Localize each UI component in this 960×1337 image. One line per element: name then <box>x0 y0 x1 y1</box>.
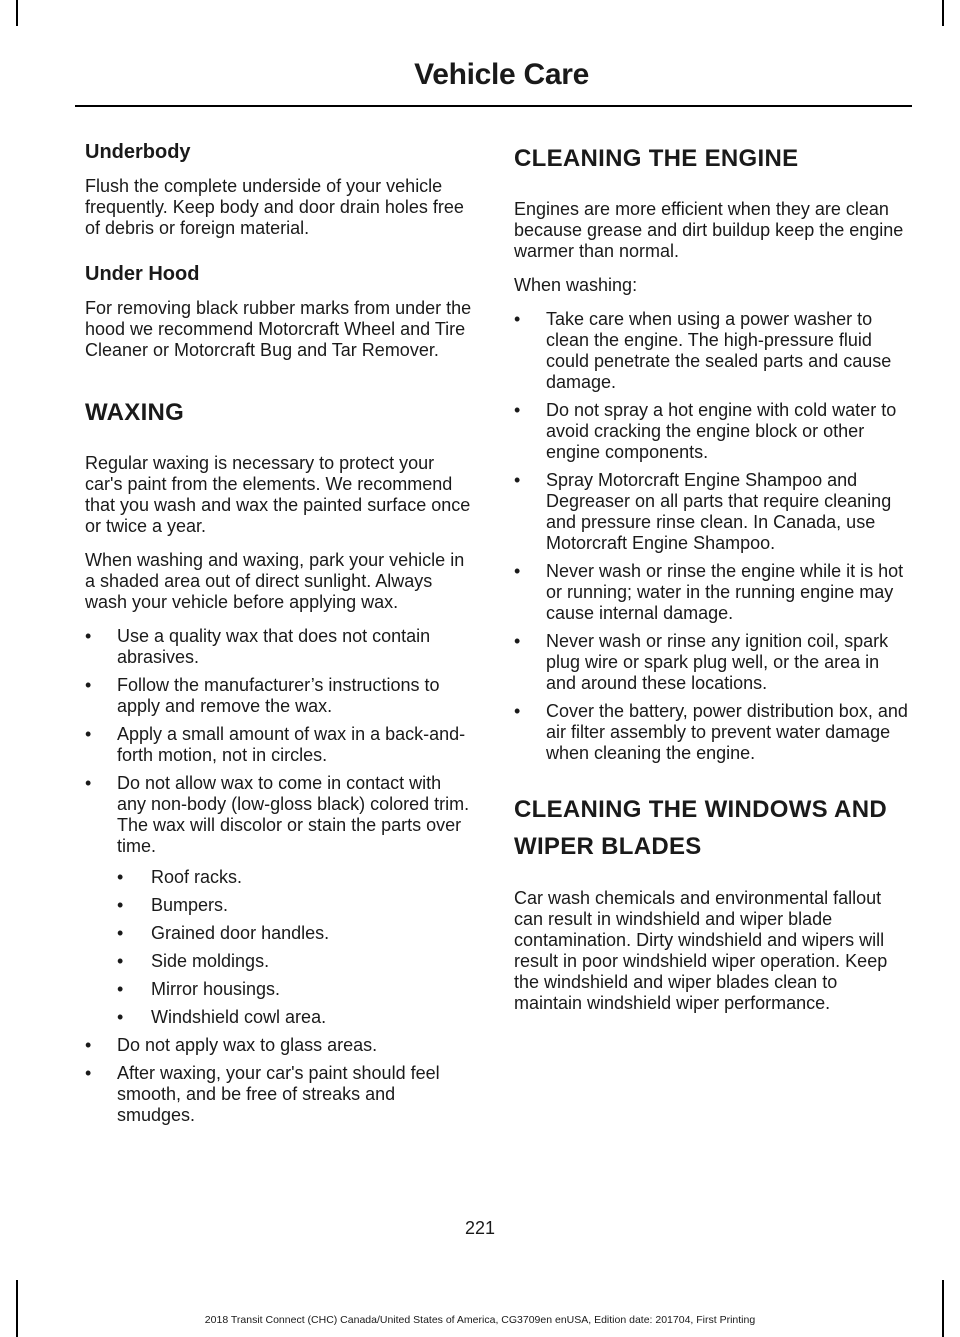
underbody-heading: Underbody <box>85 141 191 163</box>
crop-mark-top-left <box>16 0 18 26</box>
list-item <box>85 773 475 1028</box>
list-item: • Do not spray a hot engine with cold water to avoid cracking the engine block or other engine components. <box>514 400 908 463</box>
waxing-bullet-list <box>85 626 475 1126</box>
windows-text: Car wash chemicals and environmental fallout can result in windshield and wiper blade contamination. Dirty windshield and wipers will result in poor windshield wiper operation. Keep the windshield and wiper blades clean to maintain windshield wiper performance. <box>514 887 888 1013</box>
sub-list-item: • Mirror housings. <box>117 979 475 1000</box>
windows-heading-line-2: WIPER BLADES <box>514 833 702 861</box>
page-number: 221 <box>464 1218 496 1238</box>
crop-mark-bottom-right <box>942 1280 944 1337</box>
list-item: • Do not apply wax to glass areas. <box>85 1035 475 1056</box>
engine-heading: CLEANING THE ENGINE <box>514 145 799 172</box>
list-item: • Cover the battery, power distribution box, and air filter assembly to prevent water damage when cleaning the engine. <box>514 701 908 764</box>
list-item: • Use a quality wax that does not contain abrasives. <box>85 626 475 668</box>
list-item: • Take care when using a power washer to clean the engine. The high-pressure fluid could penetrate the sealed parts and cause damage. <box>514 309 908 393</box>
header-divider <box>75 105 912 107</box>
sub-list-item: • Grained door handles. <box>117 923 475 944</box>
sub-list-item: • Windshield cowl area. <box>117 1007 475 1028</box>
page-title: Vehicle Care <box>414 58 589 91</box>
trim-parts-list <box>117 867 475 1028</box>
list-item: • Never wash or rinse the engine while it is hot or running; water in the running engine may cause internal damage. <box>514 561 908 624</box>
engine-paragraph-1: Engines are more efficient when they are clean because grease and dirt buildup keep the engine warmer than normal. <box>514 199 904 262</box>
crop-mark-bottom-left <box>16 1280 18 1337</box>
list-item: • Apply a small amount of wax in a back-and-forth motion, not in circles. <box>85 724 475 766</box>
right-column <box>514 140 908 1027</box>
waxing-paragraph-2: When washing and waxing, park your vehicle in a shaded area out of direct sunlight. Always wash your vehicle before applying wax. <box>85 550 465 613</box>
list-item: • Spray Motorcraft Engine Shampoo and Degreaser on all parts that require cleaning and pressure rinse clean. In Canada, use Motorcraft Engine Shampoo. <box>514 470 908 554</box>
left-column <box>85 140 475 1133</box>
waxing-heading: WAXING <box>85 399 185 426</box>
footer-edition-info: 2018 Transit Connect (CHC) Canada/United States of America, CG3709en enUSA, Edition date: 201704, First Printing <box>204 1314 756 1326</box>
waxing-paragraph-1: Regular waxing is necessary to protect your car's paint from the elements. We recommend that you wash and wax the painted surface once or twice a year. <box>85 453 471 537</box>
list-item: • After waxing, your car's paint should feel smooth, and be free of streaks and smudges. <box>85 1063 475 1126</box>
engine-bullet-list <box>514 309 908 764</box>
underbody-text: Flush the complete underside of your vehicle frequently. Keep body and door drain holes free of debris or foreign material. <box>85 176 464 238</box>
sub-list-item: • Roof racks. <box>117 867 475 888</box>
sub-list-item: • Bumpers. <box>117 895 475 916</box>
under-hood-heading: Under Hood <box>85 263 200 285</box>
under-hood-text: For removing black rubber marks from under the hood we recommend Motorcraft Wheel and Tire Cleaner or Motorcraft Bug and Tar Remover. <box>85 298 472 360</box>
list-item: • Follow the manufacturer’s instructions to apply and remove the wax. <box>85 675 475 717</box>
list-item: • Never wash or rinse any ignition coil, spark plug wire or spark plug well, or the area in and around these locations. <box>514 631 908 694</box>
list-item-text: Do not allow wax to come in contact with any non-body (low-gloss black) colored trim. The wax will discolor or stain the parts over time. <box>117 773 470 857</box>
engine-paragraph-2: When washing: <box>514 275 638 296</box>
crop-mark-top-right <box>942 0 944 26</box>
sub-list-item: • Side moldings. <box>117 951 475 972</box>
windows-heading-line-1: CLEANING THE WINDOWS AND <box>514 796 887 824</box>
